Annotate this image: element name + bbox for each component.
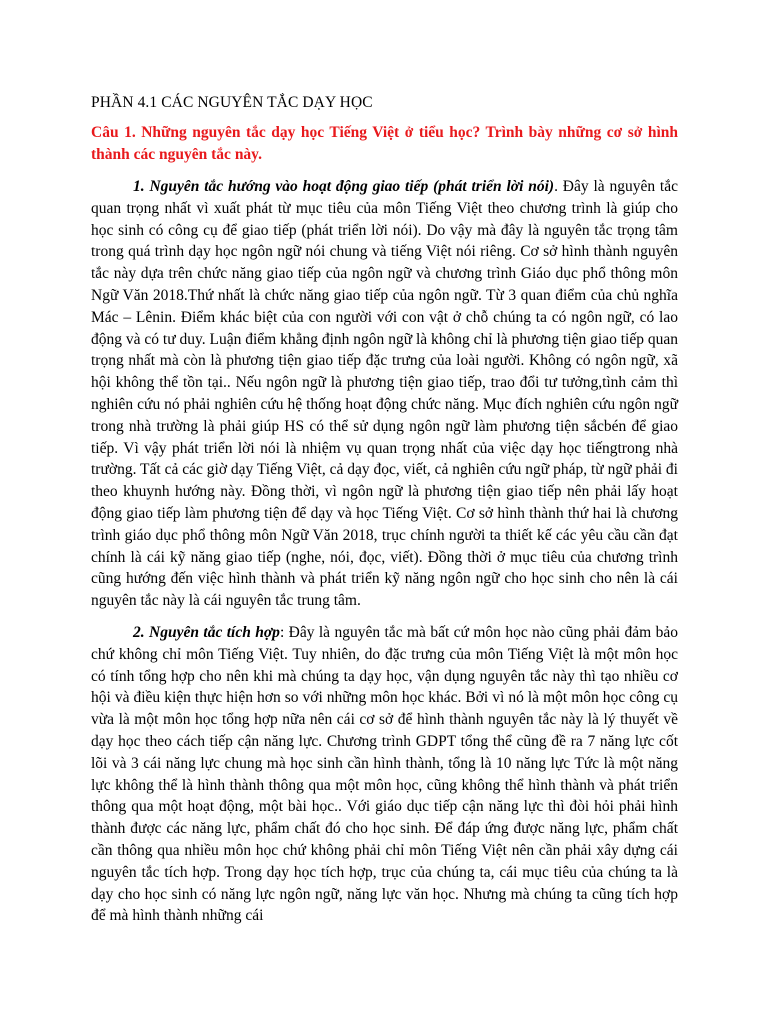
paragraph-lead: 2. Nguyên tắc tích hợp xyxy=(133,623,280,641)
paragraph-body: . Đây là nguyên tắc quan trọng nhất vì xuất phát từ mục tiêu của môn Tiếng Việt theo chương trình là giúp cho học sinh có công cụ để giao tiếp (phát triển lời nói). Do vậy mà đây là nguyên tắc trọng tâm trong quá trình dạy học ngôn ngữ nói chung và tiếng Việt nói riêng. Cơ sở hình thành nguyên tắc này dựa trên chức năng giao tiếp của ngôn ngữ và chương trình Giáo dục phổ thông môn Ngữ Văn 2018.Thứ nhất là chức năng giao tiếp của ngôn ngữ. Từ 3 quan điểm của chủ nghĩa Mác – Lênin. Điểm khác biệt của con người với con vật ở chỗ chúng ta có ngôn ngữ, có lao động và có tư duy. Luận điểm khẳng định ngôn ngữ là không chỉ là phương tiện giao tiếp quan trọng nhất mà còn là phương tiện giao tiếp đặc trưng của loài người. Không có ngôn ngữ, xã hội không thể tồn tại.. Nếu ngôn ngữ là phương tiện giao tiếp, trao đổi tư tưởng,tình cảm thì nghiên cứu nó phải nghiên cứu hệ thống hoạt động chức năng. Mục đích nghiên cứu ngôn ngữ trong nhà trường là phải giúp HS có thể sử dụng ngôn ngữ làm phương tiện sắcbén để giao tiếp. Vì vậy phát triển lời nói là nhiệm vụ quan trọng nhất của việc dạy học tiếngtrong nhà trường. Tất cả các giờ dạy Tiếng Việt, cả dạy đọc, viết, cả nghiên cứu ngữ pháp, từ ngữ phải đi theo khuynh hướng này. Đồng thời, vì ngôn ngữ là phương tiện giao tiếp nên phải lấy hoạt động giao tiếp làm phương tiện để dạy và học Tiếng Việt. Cơ sở hình thành thứ hai là chương trình giáo dục phổ thông môn Ngữ Văn 2018, trục chính người ta thiết kế các yêu cầu cần đạt chính là cái kỹ năng giao tiếp (nghe, nói, đọc, viết). Đồng thời ở mục tiêu của chương trình cũng hướng đến việc hình thành và phát triển kỹ năng ngôn ngữ cho học sinh cho nên là cái nguyên tắc này là cái nguyên tắc trung tâm. xyxy=(91,178,678,610)
section-title: PHẦN 4.1 CÁC NGUYÊN TẮC DẠY HỌC xyxy=(91,94,373,111)
question-heading: Câu 1. Những nguyên tắc dạy học Tiếng Việt ở tiểu học? Trình bày những cơ sở hình thành các nguyên tắc này. xyxy=(91,124,678,163)
paragraph-body: : Đây là nguyên tắc mà bất cứ môn học nào cũng phải đảm bảo chứ không chỉ môn Tiếng Việt. Tuy nhiên, do đặc trưng của môn Tiếng Việt là một môn học có tính tổng hợp cho nên khi mà chúng ta dạy học, vận dụng nguyên tắc này thì tạo nhiều cơ hội và điều kiện thực hiện hơn so với những môn học khác. Bởi vì nó là một môn học công cụ vừa là một môn học tổng hợp nữa nên cái cơ sở để hình thành nguyên tắc này là lý thuyết về dạy học theo cách tiếp cận năng lực. Chương trình GDPT tổng thể cũng đề ra 7 năng lực cốt lõi và 3 cái năng lực chung mà học sinh cần hình thành, tổng là 10 năng lực Tức là một năng lực không thể là hình thành thông qua một môn học, cũng không thể hình thành và phát triển thông qua một hoạt động, một bài học.. Với giáo dục tiếp cận năng lực thì đòi hỏi phải hình thành được các năng lực, phẩm chất đó cho học sinh. Để đáp ứng được năng lực, phẩm chất cần thông qua nhiều môn học chứ không phải chỉ môn Tiếng Việt nên cần phải xây dựng cái nguyên tắc tích hợp. Trong dạy học tích hợp, trục của chúng ta, cái mục tiêu của chúng ta là dạy cho học sinh có năng lực ngôn ngữ, năng lực văn học. Nhưng mà chúng ta cũng tích hợp để mà hình thành những cái xyxy=(91,623,678,925)
paragraph-lead: 1. Nguyên tắc hướng vào hoạt động giao tiếp (phát triển lời nói) xyxy=(133,178,555,195)
document-page xyxy=(91,92,678,937)
paragraph-communication-principle xyxy=(91,176,678,612)
paragraph-integration-principle xyxy=(91,622,678,927)
